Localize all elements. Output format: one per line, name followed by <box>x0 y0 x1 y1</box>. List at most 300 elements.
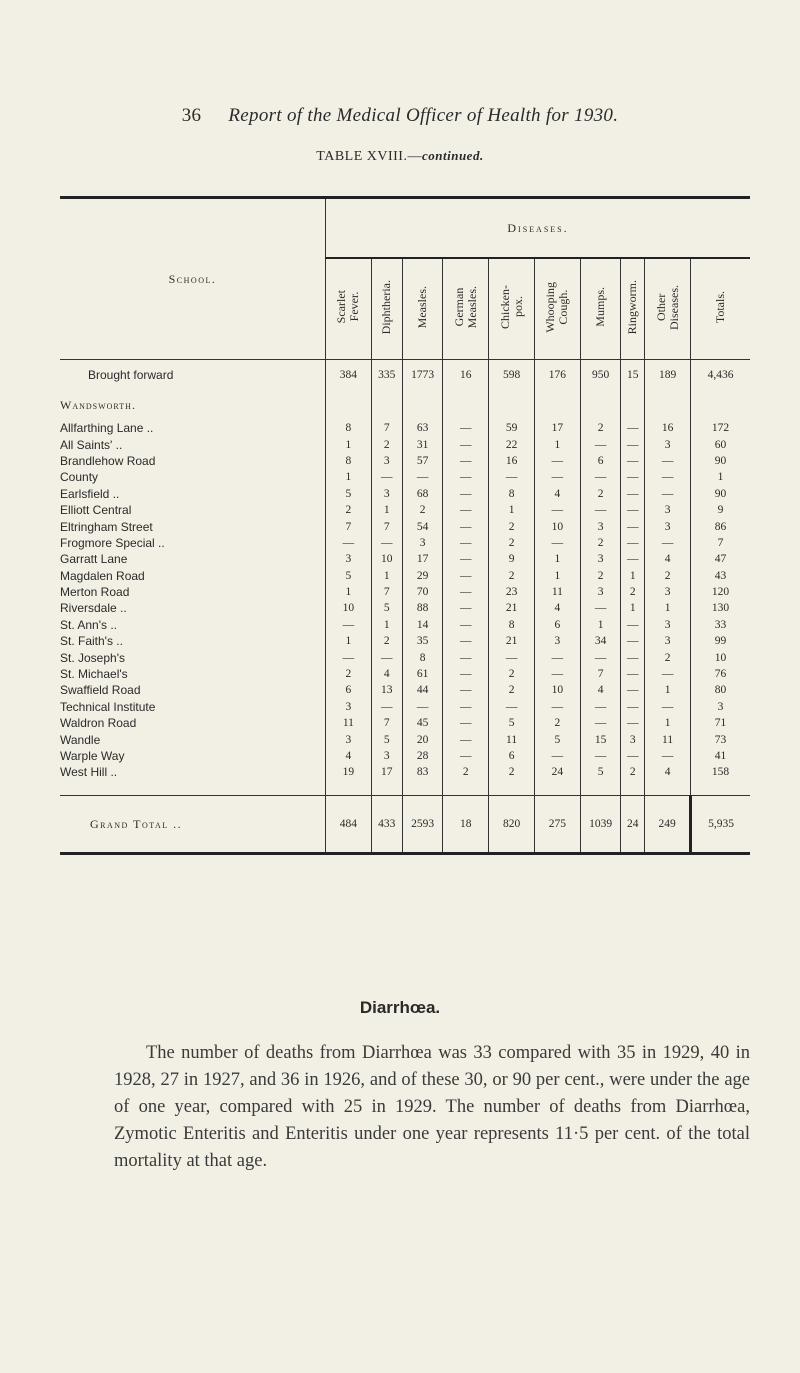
value-cell: 60 <box>714 438 727 451</box>
school-name: Wandle <box>60 732 101 747</box>
value-cell: 17 <box>402 551 443 567</box>
section-row <box>60 390 750 420</box>
school-name-cell <box>60 453 326 469</box>
value-cell: 7 <box>580 666 621 682</box>
value-cell: 10 <box>534 682 580 698</box>
value-cell: 2 <box>534 715 580 731</box>
value-cell: — <box>621 666 645 682</box>
value-cell: 3 <box>371 748 402 764</box>
value-cell: 70 <box>402 584 443 600</box>
value-cell: 1 <box>621 568 645 584</box>
value-cell: 8 <box>489 617 535 633</box>
value-cell: 433 <box>371 795 402 853</box>
value-cell: — <box>621 518 645 534</box>
value-cell: 41 <box>714 750 727 762</box>
table-row <box>60 584 750 600</box>
value-cell: — <box>534 649 580 665</box>
value-cell: 3 <box>645 436 691 452</box>
value-cell: 176 <box>534 360 580 391</box>
table-row <box>60 453 750 469</box>
grand-total-row <box>60 795 750 853</box>
school-name-cell <box>60 518 326 534</box>
school-name-cell <box>60 486 326 502</box>
value-cell: 18 <box>443 795 489 853</box>
table-row <box>60 420 750 436</box>
value-cell: 3 <box>371 486 402 502</box>
diseases-column-header: Diseases. <box>326 198 751 259</box>
value-cell: 249 <box>645 795 691 853</box>
value-cell: 2 <box>621 584 645 600</box>
value-cell: 3 <box>326 699 372 715</box>
value-cell: 7 <box>371 420 402 436</box>
value-cell: 23 <box>489 584 535 600</box>
school-name: St. Michael's <box>60 667 128 682</box>
value-cell: — <box>621 682 645 698</box>
value-cell: 2 <box>489 666 535 682</box>
column-header-label: Whooping Cough. <box>543 281 571 333</box>
table-row <box>60 731 750 747</box>
school-name: St. Ann's .. <box>60 617 117 632</box>
value-cell: 24 <box>534 764 580 780</box>
table-row <box>60 649 750 665</box>
school-name-cell <box>60 764 326 780</box>
value-cell: — <box>402 469 443 485</box>
value-cell: 2 <box>326 666 372 682</box>
table-row <box>60 568 750 584</box>
value-cell: — <box>645 453 691 469</box>
value-cell: 1 <box>371 617 402 633</box>
value-cell: 17 <box>534 420 580 436</box>
value-cell: 43 <box>714 569 727 582</box>
value-cell: — <box>443 682 489 698</box>
school-name: Merton Road <box>60 585 130 600</box>
empty-cell <box>402 781 443 796</box>
value-cell: 3 <box>645 502 691 518</box>
value-cell: — <box>371 649 402 665</box>
value-cell: 4 <box>371 666 402 682</box>
school-name: Eltringham Street <box>60 519 153 534</box>
value-cell: 598 <box>489 360 535 391</box>
value-cell: 2 <box>580 420 621 436</box>
value-cell: 71 <box>714 717 727 730</box>
school-name-cell <box>60 748 326 764</box>
school-column-header: School. <box>60 198 326 360</box>
value-cell: 57 <box>402 453 443 469</box>
value-cell: 5 <box>371 731 402 747</box>
empty-cell <box>534 390 580 420</box>
value-cell: — <box>443 469 489 485</box>
empty-cell <box>402 390 443 420</box>
value-cell: 2 <box>371 633 402 649</box>
table-row <box>60 764 750 780</box>
table-row <box>60 486 750 502</box>
value-cell: 7 <box>371 715 402 731</box>
value-cell: — <box>580 502 621 518</box>
value-cell: 19 <box>326 764 372 780</box>
value-cell: 820 <box>489 795 535 853</box>
value-cell: 4 <box>326 748 372 764</box>
value-cell: — <box>443 600 489 616</box>
value-cell: 16 <box>443 360 489 391</box>
column-header <box>691 258 751 360</box>
value-cell: 384 <box>326 360 372 391</box>
school-name-cell <box>60 633 326 649</box>
value-cell: 45 <box>402 715 443 731</box>
value-cell: — <box>621 649 645 665</box>
school-name-cell <box>60 551 326 567</box>
value-cell: — <box>443 649 489 665</box>
value-cell: — <box>443 715 489 731</box>
section-label: Wandsworth. <box>60 398 136 412</box>
value-cell: — <box>402 699 443 715</box>
value-cell: — <box>326 535 372 551</box>
value-cell: 3 <box>717 700 724 713</box>
school-name-cell <box>60 699 326 715</box>
school-name: Technical Institute <box>60 699 156 714</box>
table-row <box>60 617 750 633</box>
value-cell: — <box>621 748 645 764</box>
school-name-cell <box>60 535 326 551</box>
value-cell: — <box>621 551 645 567</box>
value-cell: 4 <box>534 486 580 502</box>
table-row <box>60 551 750 567</box>
value-cell: 4 <box>534 600 580 616</box>
value-cell: — <box>443 518 489 534</box>
value-cell: — <box>443 420 489 436</box>
value-cell: 20 <box>402 731 443 747</box>
value-cell: — <box>443 551 489 567</box>
school-name: Allfarthing Lane .. <box>60 421 154 436</box>
value-cell: 5,935 <box>691 795 751 853</box>
section-cell <box>60 390 326 420</box>
value-cell: 10 <box>326 600 372 616</box>
value-cell: 2 <box>621 764 645 780</box>
value-cell: 7 <box>371 584 402 600</box>
empty-cell <box>534 781 580 796</box>
value-cell: — <box>443 748 489 764</box>
column-header-label: Other Diseases. <box>653 284 681 330</box>
school-name-cell <box>60 436 326 452</box>
school-name-cell <box>60 502 326 518</box>
value-cell: — <box>621 535 645 551</box>
value-cell: 10 <box>371 551 402 567</box>
empty-cell <box>691 781 751 796</box>
value-cell: — <box>580 699 621 715</box>
empty-cell <box>443 781 489 796</box>
value-cell: 15 <box>621 360 645 391</box>
value-cell: 90 <box>714 454 727 467</box>
empty-cell <box>489 781 535 796</box>
value-cell: 1 <box>534 436 580 452</box>
empty-cell <box>645 390 691 420</box>
column-header <box>580 258 621 360</box>
value-cell: 6 <box>489 748 535 764</box>
value-cell: — <box>580 649 621 665</box>
value-cell: — <box>645 666 691 682</box>
brought-forward-row <box>60 360 750 391</box>
value-cell: 9 <box>489 551 535 567</box>
school-name-cell <box>60 360 326 391</box>
value-cell: 1 <box>489 502 535 518</box>
value-cell: — <box>489 469 535 485</box>
value-cell: 76 <box>714 668 727 681</box>
table-row <box>60 436 750 452</box>
value-cell: — <box>443 568 489 584</box>
value-cell: 2 <box>580 486 621 502</box>
school-name: West Hill .. <box>60 765 118 780</box>
value-cell: — <box>443 633 489 649</box>
value-cell: 9 <box>717 504 724 517</box>
value-cell: 3 <box>645 518 691 534</box>
value-cell: — <box>443 436 489 452</box>
disease-table <box>60 196 750 855</box>
value-cell: 120 <box>711 586 730 599</box>
value-cell: — <box>580 469 621 485</box>
school-name: County <box>60 470 99 485</box>
column-header <box>371 258 402 360</box>
value-cell: 2 <box>371 436 402 452</box>
empty-cell <box>326 390 372 420</box>
column-header <box>645 258 691 360</box>
value-cell: 1773 <box>402 360 443 391</box>
value-cell: — <box>645 535 691 551</box>
value-cell: 1 <box>326 584 372 600</box>
value-cell: 4 <box>645 551 691 567</box>
value-cell: — <box>443 699 489 715</box>
value-cell: 4 <box>645 764 691 780</box>
value-cell: 44 <box>402 682 443 698</box>
value-cell: — <box>371 699 402 715</box>
school-name-cell <box>60 420 326 436</box>
column-header <box>621 258 645 360</box>
column-header-label: Mumps. <box>593 287 608 327</box>
table-row <box>60 633 750 649</box>
school-name: Elliott Central <box>60 503 132 518</box>
value-cell: 16 <box>645 420 691 436</box>
value-cell: 61 <box>402 666 443 682</box>
value-cell: 24 <box>621 795 645 853</box>
value-cell: 1 <box>645 600 691 616</box>
value-cell: 3 <box>402 535 443 551</box>
value-cell: — <box>621 469 645 485</box>
value-cell: — <box>534 535 580 551</box>
school-name: Frogmore Special .. <box>60 535 165 550</box>
value-cell: 2 <box>645 568 691 584</box>
empty-cell <box>645 781 691 796</box>
page-number: 36 <box>181 105 202 126</box>
spacer-row <box>60 781 750 796</box>
value-cell: — <box>326 649 372 665</box>
column-header-label: German Measles. <box>451 285 479 329</box>
table-row <box>60 535 750 551</box>
value-cell: 63 <box>402 420 443 436</box>
value-cell: 90 <box>714 487 727 500</box>
value-cell: 5 <box>580 764 621 780</box>
school-name: Brandlehow Road <box>60 453 156 468</box>
value-cell: 3 <box>580 584 621 600</box>
value-cell: — <box>489 699 535 715</box>
value-cell: 2 <box>489 682 535 698</box>
value-cell: 83 <box>402 764 443 780</box>
column-header <box>443 258 489 360</box>
school-name: St. Joseph's <box>60 650 125 665</box>
column-header <box>489 258 535 360</box>
value-cell: — <box>580 715 621 731</box>
value-cell: — <box>534 502 580 518</box>
value-cell: — <box>580 436 621 452</box>
value-cell: — <box>534 469 580 485</box>
empty-cell <box>580 781 621 796</box>
value-cell: — <box>534 453 580 469</box>
value-cell: 5 <box>371 600 402 616</box>
empty-cell <box>371 781 402 796</box>
value-cell: 172 <box>711 422 730 435</box>
value-cell: 1 <box>371 568 402 584</box>
value-cell: 21 <box>489 633 535 649</box>
school-name-cell <box>60 682 326 698</box>
value-cell: 1 <box>645 682 691 698</box>
table-caption <box>0 148 800 165</box>
value-cell: 3 <box>326 551 372 567</box>
table-continued: continued. <box>421 148 484 163</box>
value-cell: — <box>534 748 580 764</box>
value-cell: 21 <box>489 600 535 616</box>
value-cell: — <box>443 502 489 518</box>
value-cell: 1 <box>534 568 580 584</box>
value-cell: 1 <box>371 502 402 518</box>
value-cell: 29 <box>402 568 443 584</box>
value-cell: 8 <box>402 649 443 665</box>
table-row <box>60 502 750 518</box>
value-cell: 1039 <box>580 795 621 853</box>
empty-cell <box>371 390 402 420</box>
value-cell: 10 <box>714 651 727 664</box>
value-cell: — <box>645 486 691 502</box>
value-cell: 2 <box>326 502 372 518</box>
value-cell: 47 <box>714 553 727 566</box>
school-name: Earlsfield .. <box>60 486 120 501</box>
value-cell: — <box>443 584 489 600</box>
value-cell: 3 <box>645 584 691 600</box>
value-cell: — <box>326 617 372 633</box>
value-cell: — <box>645 469 691 485</box>
value-cell: 1 <box>326 469 372 485</box>
value-cell: — <box>443 453 489 469</box>
school-name-cell <box>60 666 326 682</box>
value-cell: — <box>489 649 535 665</box>
value-cell: — <box>371 469 402 485</box>
value-cell: 14 <box>402 617 443 633</box>
value-cell: 2 <box>489 764 535 780</box>
table-row <box>60 600 750 616</box>
value-cell: 28 <box>402 748 443 764</box>
value-cell: 1 <box>534 551 580 567</box>
empty-cell <box>60 781 326 796</box>
value-cell: 275 <box>534 795 580 853</box>
value-cell: 6 <box>534 617 580 633</box>
value-cell: 88 <box>402 600 443 616</box>
value-cell: 2 <box>489 568 535 584</box>
value-cell: — <box>621 420 645 436</box>
value-cell: — <box>621 699 645 715</box>
table-row <box>60 518 750 534</box>
value-cell: 3 <box>371 453 402 469</box>
diarrhoea-paragraph: The number of deaths from Diarrhœa was 33 compared with 35 in 1929, 40 in 1928, 27 in 1927, and 36 in 1926, and of these 30, or 90 per cent., were under the age of one year, compared with 25 in 1929. The number of deaths from Diarrhœa, Zymotic Enteritis and Enteritis under one year represents 11·5 per cent. of the total mortality at that age. <box>114 1043 750 1171</box>
school-name-cell <box>60 731 326 747</box>
value-cell: — <box>534 699 580 715</box>
column-header-label: Totals. <box>713 290 727 324</box>
school-name-cell <box>60 795 326 853</box>
value-cell: — <box>443 535 489 551</box>
value-cell: 16 <box>489 453 535 469</box>
value-cell: 2 <box>645 649 691 665</box>
value-cell: 2 <box>402 502 443 518</box>
empty-cell <box>621 781 645 796</box>
school-name-cell <box>60 649 326 665</box>
value-cell: — <box>580 748 621 764</box>
school-name-cell <box>60 568 326 584</box>
value-cell: 35 <box>402 633 443 649</box>
value-cell: 2 <box>580 568 621 584</box>
value-cell: — <box>443 731 489 747</box>
value-cell: 3 <box>534 633 580 649</box>
school-name-cell <box>60 715 326 731</box>
table-label: TABLE XVIII.— <box>316 149 422 164</box>
table-row <box>60 748 750 764</box>
value-cell: 11 <box>489 731 535 747</box>
value-cell: 33 <box>714 618 727 631</box>
column-header <box>326 258 372 360</box>
school-name: Waldron Road <box>60 716 137 731</box>
school-name: Brought forward <box>88 368 174 382</box>
empty-cell <box>621 390 645 420</box>
school-name: All Saints' .. <box>60 437 123 452</box>
value-cell: 189 <box>645 360 691 391</box>
value-cell: — <box>621 633 645 649</box>
value-cell: 2593 <box>402 795 443 853</box>
value-cell: 1 <box>580 617 621 633</box>
empty-cell <box>326 781 372 796</box>
value-cell: — <box>621 436 645 452</box>
value-cell: 3 <box>580 518 621 534</box>
value-cell: 7 <box>326 518 372 534</box>
value-cell: 17 <box>371 764 402 780</box>
school-name: Garratt Lane <box>60 552 128 567</box>
table-row <box>60 682 750 698</box>
school-name: Warple Way <box>60 749 125 763</box>
value-cell: 2 <box>443 764 489 780</box>
value-cell: 99 <box>714 635 727 648</box>
value-cell: 335 <box>371 360 402 391</box>
value-cell: 86 <box>714 520 727 533</box>
value-cell: 7 <box>717 536 724 549</box>
value-cell: 5 <box>326 568 372 584</box>
diarrhoea-heading: Diarrhœa. <box>359 998 441 1017</box>
school-name: Swaffield Road <box>60 683 141 698</box>
value-cell: 11 <box>326 715 372 731</box>
empty-cell <box>443 390 489 420</box>
school-name-cell <box>60 584 326 600</box>
value-cell: 7 <box>371 518 402 534</box>
value-cell: 4,436 <box>707 369 734 381</box>
table-row <box>60 469 750 485</box>
value-cell: 3 <box>580 551 621 567</box>
table-row <box>60 715 750 731</box>
value-cell: 3 <box>645 617 691 633</box>
column-header-label: Scarlet Fever. <box>334 290 362 324</box>
value-cell: — <box>443 617 489 633</box>
value-cell: 8 <box>326 420 372 436</box>
